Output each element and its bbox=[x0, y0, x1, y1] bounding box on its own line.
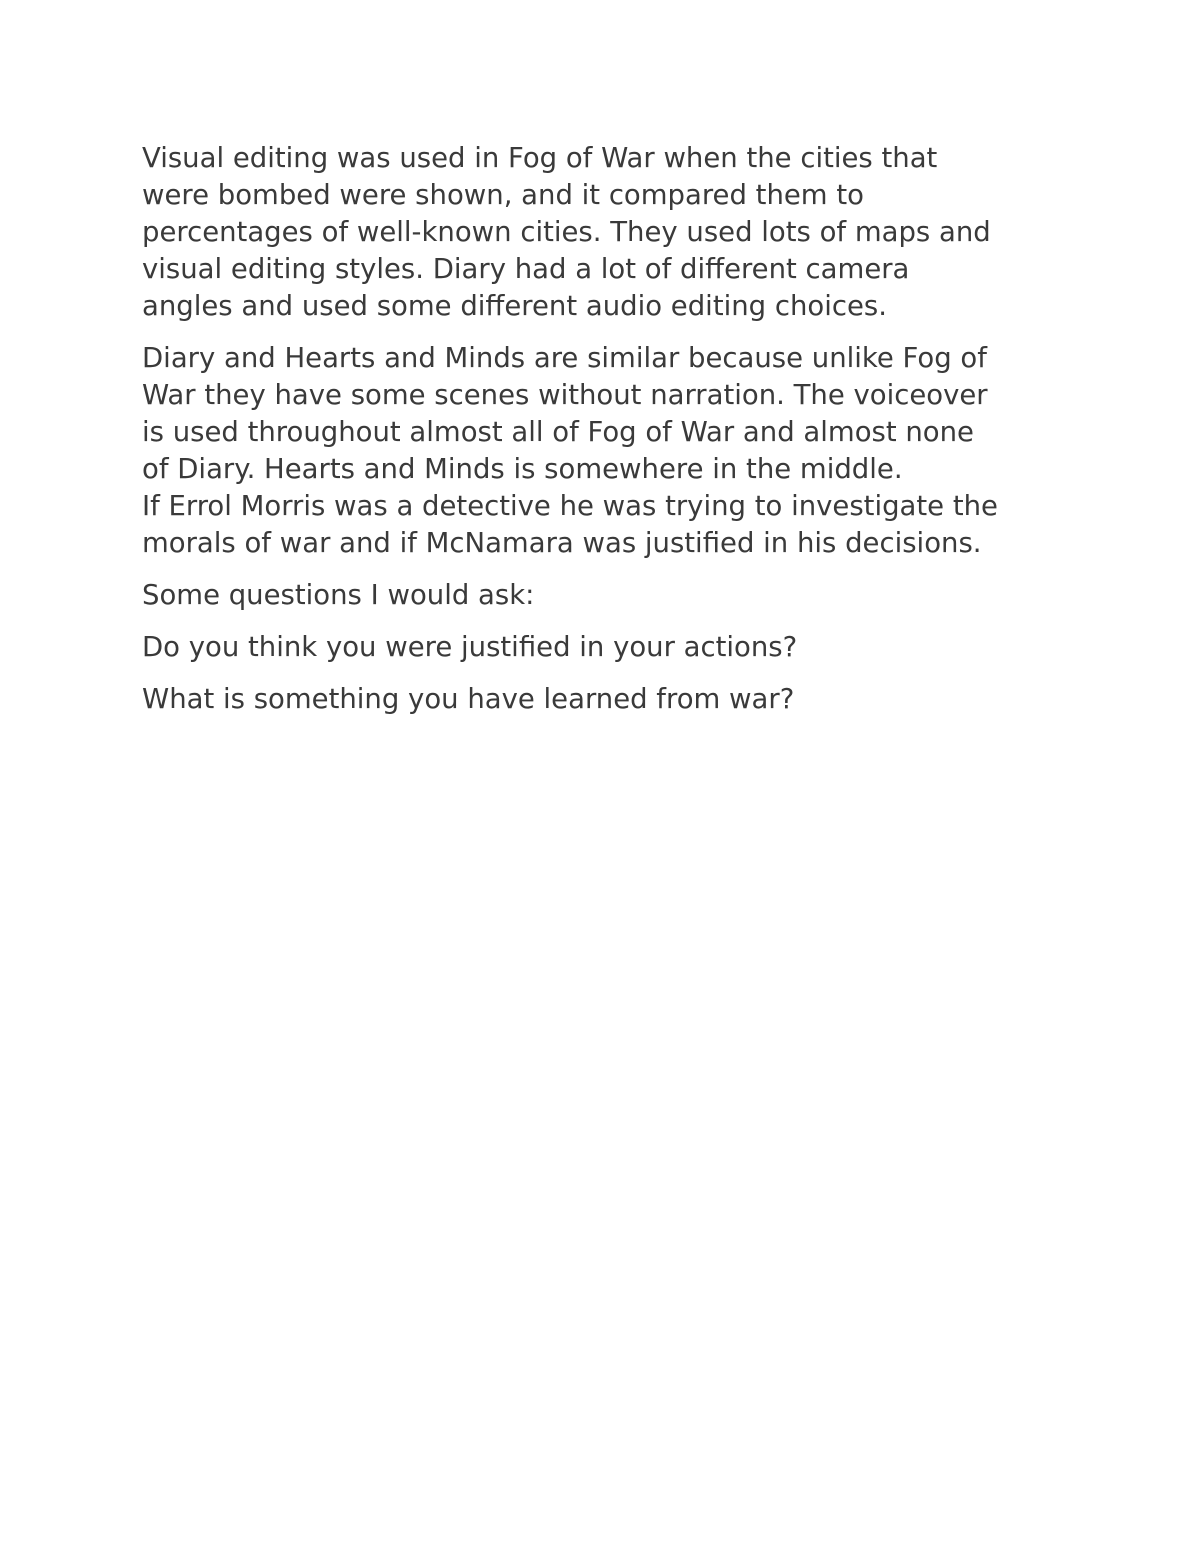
text-line: If Errol Morris was a detective he was trying to investigate the bbox=[142, 490, 998, 522]
text-line: angles and used some different audio editing choices. bbox=[142, 290, 887, 322]
text-line: morals of war and if McNamara was justified in his decisions. bbox=[142, 527, 982, 559]
paragraph-questions-intro bbox=[142, 577, 1072, 614]
text-line: Diary and Hearts and Minds are similar because unlike Fog of bbox=[142, 342, 987, 374]
text-line: is used throughout almost all of Fog of War and almost none bbox=[142, 416, 974, 448]
text-line: of Diary. Hearts and Minds is somewhere in the middle. bbox=[142, 453, 903, 485]
text-line: Do you think you were justified in your actions? bbox=[142, 631, 798, 663]
text-line: visual editing styles. Diary had a lot of different camera bbox=[142, 253, 910, 285]
paragraph-question-2 bbox=[142, 681, 1072, 718]
text-line: Some questions I would ask: bbox=[142, 579, 535, 611]
text-line: What is something you have learned from war? bbox=[142, 683, 795, 715]
text-line: Visual editing was used in Fog of War when the cities that bbox=[142, 142, 938, 174]
text-line: War they have some scenes without narration. The voiceover bbox=[142, 379, 988, 411]
paragraph-visual-editing bbox=[142, 140, 1072, 325]
text-line: were bombed were shown, and it compared them to bbox=[142, 179, 864, 211]
paragraph-question-1 bbox=[142, 629, 1072, 666]
document-body bbox=[142, 140, 1072, 718]
text-line: percentages of well-known cities. They used lots of maps and bbox=[142, 216, 991, 248]
paragraph-comparison bbox=[142, 340, 1072, 562]
